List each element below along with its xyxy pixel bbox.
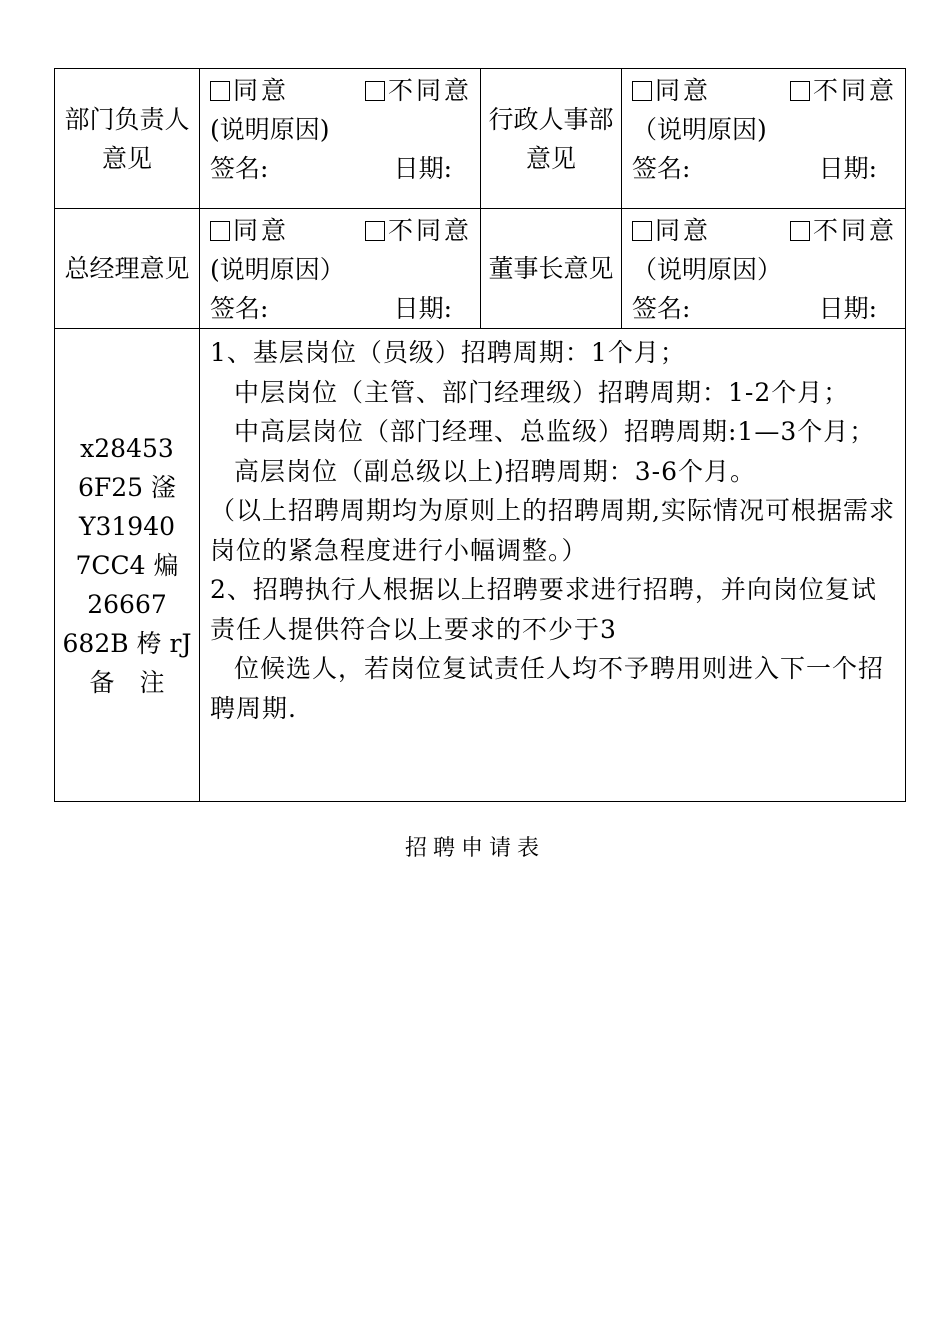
agree-option[interactable]: 同意 [632, 211, 711, 250]
note-line: 2、招聘执行人根据以上招聘要求进行招聘，并向岗位复试责任人提供符合以上要求的不少于3 [210, 575, 877, 644]
recruitment-cycle-notes [200, 329, 906, 802]
date-label: 日期: [818, 294, 877, 323]
approval-row-2 [55, 209, 906, 329]
signature-label: 签名: [210, 294, 269, 323]
note-line: （以上招聘周期均为原则上的招聘周期,实际情况可根据需求岗位的紧急程度进行小幅调整。） [210, 496, 895, 565]
agree-option[interactable]: 同意 [210, 71, 289, 110]
note-line: 中层岗位（主管、部门经理级）招聘周期：1-2个月； [234, 377, 850, 407]
checkbox-icon[interactable] [210, 221, 230, 241]
document-title: 招聘申请表 [404, 836, 545, 861]
signature-label: 签名: [632, 294, 691, 323]
checkbox-icon[interactable] [632, 81, 652, 101]
signature-label: 签名: [632, 154, 691, 183]
chairman-opinion-cell [622, 209, 906, 329]
reason-note: (说明原因） [210, 255, 345, 284]
date-label: 日期: [818, 154, 877, 183]
gm-opinion-label: 总经理意见 [55, 209, 200, 329]
remarks-row [55, 329, 906, 802]
disagree-option[interactable]: 不同意 [365, 71, 472, 110]
hr-dept-opinion-cell [622, 69, 906, 209]
checkbox-icon[interactable] [365, 221, 385, 241]
note-line: 中高层岗位（部门经理、总监级）招聘周期:1—3个月； [234, 417, 876, 446]
checkbox-icon[interactable] [210, 81, 230, 101]
disagree-option[interactable]: 不同意 [365, 211, 472, 250]
disagree-option[interactable]: 不同意 [790, 71, 897, 110]
remarks-label: x28453 6F25 滏 Y31940 7CC4 煸 26667 682B 桍 rJ 备 注 [55, 329, 200, 802]
date-label: 日期: [393, 294, 452, 323]
agree-option[interactable]: 同意 [210, 211, 289, 250]
checkbox-icon[interactable] [632, 221, 652, 241]
dept-head-opinion-cell [200, 69, 481, 209]
date-label: 日期: [393, 154, 452, 183]
signature-label: 签名: [210, 154, 269, 183]
hr-dept-opinion-label: 行政人事部意见 [481, 69, 622, 209]
checkbox-icon[interactable] [790, 81, 810, 101]
dept-head-opinion-label: 部门负责人意见 [55, 69, 200, 209]
reason-note: （说明原因） [632, 255, 783, 284]
approval-row-1 [55, 69, 906, 209]
reason-note: （说明原因) [632, 115, 767, 144]
approval-form-table [54, 68, 906, 802]
checkbox-icon[interactable] [365, 81, 385, 101]
gm-opinion-cell [200, 209, 481, 329]
chairman-opinion-label: 董事长意见 [481, 209, 622, 329]
reason-note: (说明原因) [210, 115, 330, 144]
disagree-option[interactable]: 不同意 [790, 211, 897, 250]
agree-option[interactable]: 同意 [632, 71, 711, 110]
note-line: 1、基层岗位（员级）招聘周期：1个月； [210, 338, 686, 367]
checkbox-icon[interactable] [790, 221, 810, 241]
note-line: 位候选人，若岗位复试责任人均不予聘用则进入下一个招聘周期. [210, 654, 885, 723]
note-line: 高层岗位（副总级以上)招聘周期：3-6个月。 [234, 456, 757, 486]
